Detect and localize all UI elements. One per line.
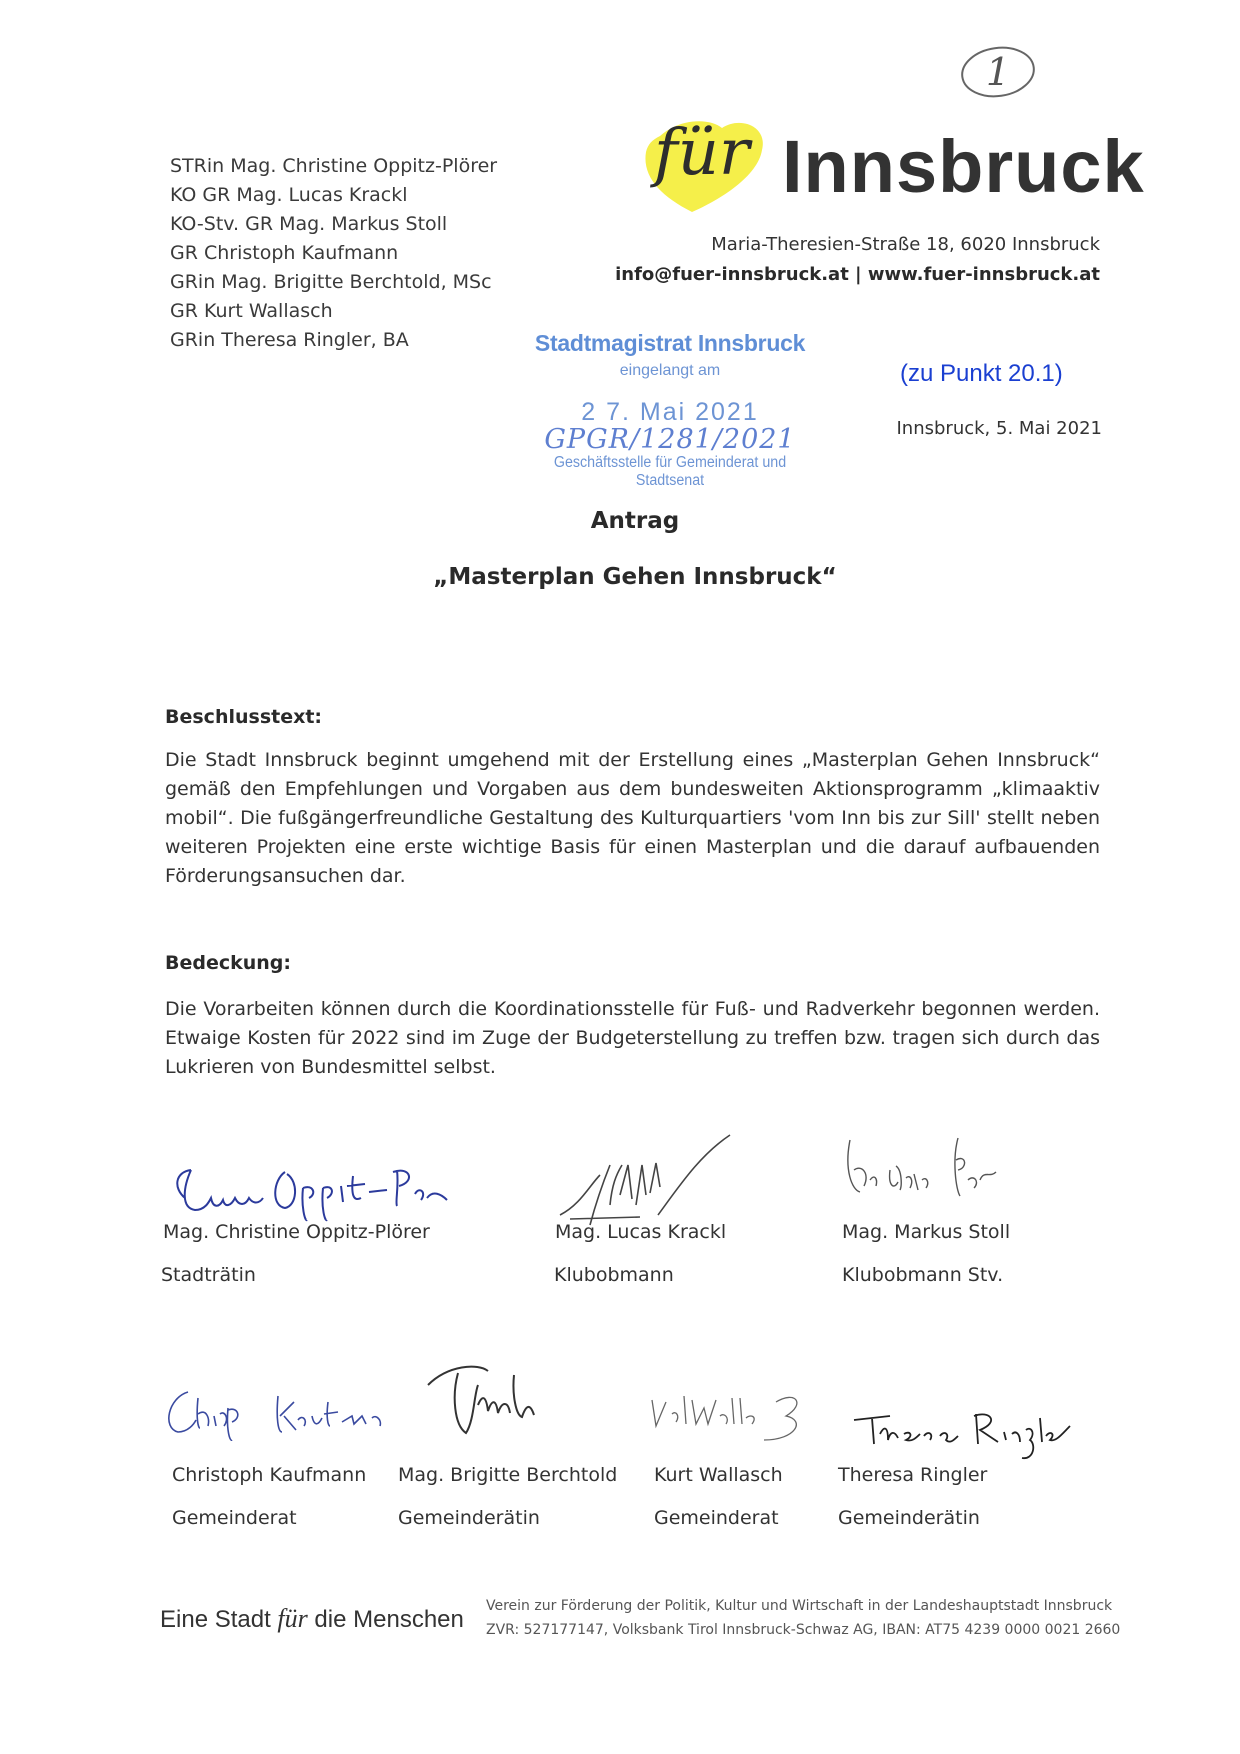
- resolution-text: Die Stadt Innsbruck beginnt umgehend mit der Erstellung eines „Masterplan Gehen Innsbruck“ gemäß den Empfehlungen und Vorgaben aus dem bundesweiten Aktionsprogramm „klimaaktiv mobil“. Die fußgängerfreundliche Gestaltung des Kulturquartiers 'vom Inn bis zur Sill' stellt neben weiteren Projekten eine erste wichtige Basis für einen Masterplan und die darauf aufbauenden Förderungsansuchen dar.: [165, 749, 1100, 887]
- document-subtitle: „Masterplan Gehen Innsbruck“: [433, 564, 837, 590]
- signature-berchtold: [418, 1355, 588, 1455]
- signatory-name: Mag. Brigitte Berchtold: [398, 1464, 618, 1486]
- party-contact: info@fuer-innsbruck.at | www.fuer-innsbruck.at: [615, 264, 1100, 285]
- signature-krackl: [550, 1135, 750, 1235]
- author-list: [170, 152, 497, 355]
- author-line: STRin Mag. Christine Oppitz-Plörer: [170, 155, 498, 177]
- slogan-part: die Menschen: [307, 1606, 464, 1633]
- stamp-title: Stadtmagistrat Innsbruck: [534, 330, 806, 356]
- document-date: Innsbruck, 5. Mai 2021: [896, 418, 1102, 439]
- author-line: GRin Mag. Brigitte Berchtold, MSc: [170, 271, 492, 293]
- page-number: 1: [985, 50, 1011, 94]
- signatory-role: Gemeinderätin: [838, 1507, 980, 1529]
- logo-word-innsbruck: Innsbruck: [782, 125, 1145, 208]
- signature-kaufmann: [158, 1378, 398, 1448]
- signature-stoll: [840, 1130, 1020, 1230]
- signature-oppitz-ploerer: [165, 1158, 455, 1228]
- signature-wallasch: [646, 1380, 816, 1450]
- signatory-role: Klubobmann Stv.: [842, 1264, 1004, 1286]
- resolution-heading: Beschlusstext:: [165, 706, 323, 728]
- signature-ringler: [850, 1400, 1100, 1470]
- slogan-italic: für: [277, 1604, 308, 1633]
- signatory-role: Gemeinderat: [654, 1507, 779, 1529]
- document-title: Antrag: [590, 508, 680, 534]
- footer-organization: [486, 1594, 1120, 1642]
- stamp-handwritten-reference: GPGR/1281/2021: [544, 424, 796, 455]
- party-address: Maria-Theresien-Straße 18, 6020 Innsbruck: [711, 234, 1100, 255]
- signatory-role: Gemeinderat: [172, 1507, 297, 1529]
- signatory-name: Christoph Kaufmann: [172, 1464, 367, 1486]
- signatory-role: Gemeinderätin: [398, 1507, 540, 1529]
- page-number-mark: [960, 44, 1040, 100]
- author-line: GR Christoph Kaufmann: [170, 242, 399, 264]
- signatory-name: Kurt Wallasch: [654, 1464, 783, 1486]
- footer-org-line: Verein zur Förderung der Politik, Kultur und Wirtschaft in der Landeshauptstadt Innsbruck: [486, 1598, 1113, 1614]
- funding-heading: Bedeckung:: [165, 952, 292, 974]
- signatory-name: Theresa Ringler: [838, 1464, 988, 1486]
- stamp-date: 2 7. Mai 2021: [581, 398, 759, 426]
- author-line: KO-Stv. GR Mag. Markus Stoll: [170, 213, 448, 235]
- signatory-name: Mag. Lucas Krackl: [555, 1221, 727, 1243]
- logo-word-fuer: für: [654, 116, 750, 190]
- signatory-role: Klubobmann: [554, 1264, 674, 1286]
- stamp-subtitle: eingelangt am: [619, 362, 721, 379]
- signatory-name: Mag. Markus Stoll: [842, 1221, 1011, 1243]
- signatory-name: Mag. Christine Oppitz-Plörer: [163, 1221, 430, 1243]
- received-stamp: [520, 330, 820, 489]
- author-line: KO GR Mag. Lucas Krackl: [170, 184, 408, 206]
- signatory-role: Stadträtin: [161, 1264, 256, 1286]
- author-line: GRin Theresa Ringler, BA: [170, 329, 409, 351]
- party-logo: [640, 112, 1145, 222]
- author-line: GR Kurt Wallasch: [170, 300, 333, 322]
- footer-slogan: [160, 1604, 464, 1634]
- agenda-reference: (zu Punkt 20.1): [900, 360, 1063, 387]
- funding-text: Die Vorarbeiten können durch die Koordinationsstelle für Fuß- und Radverkehr begonnen werden. Etwaige Kosten für 2022 sind im Zuge der Budgeterstellung zu treffen bzw. tragen sich durch das Lukrieren von Bundesmittel selbst.: [165, 998, 1100, 1078]
- stamp-footer: Geschäftsstelle für Gemeinderat und Stadtsenat: [553, 454, 787, 489]
- footer-org-line: ZVR: 527177147, Volksbank Tirol Innsbruck-Schwaz AG, IBAN: AT75 4239 0000 0021 2660: [486, 1622, 1121, 1638]
- slogan-part: Eine Stadt: [160, 1606, 278, 1633]
